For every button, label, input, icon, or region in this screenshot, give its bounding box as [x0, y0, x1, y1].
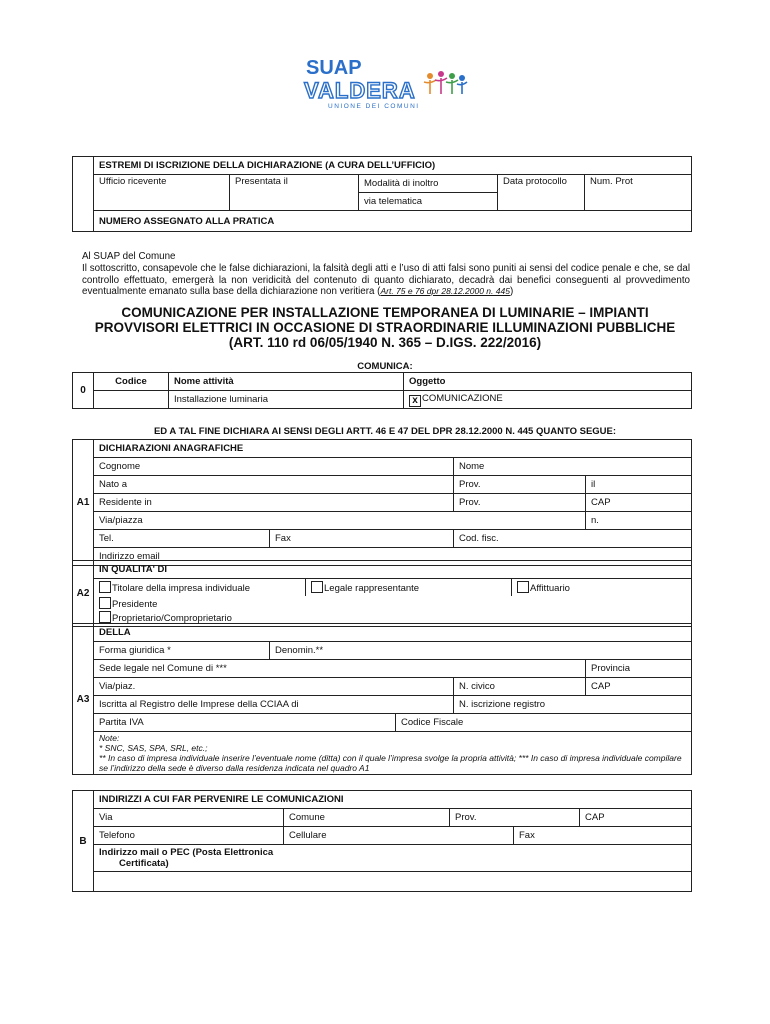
proprietario-label: Proprietario/Comproprietario — [112, 613, 232, 624]
comunica-index: 0 — [73, 373, 94, 409]
col-oggetto-header: Oggetto — [404, 373, 692, 391]
codice-fiscale-field[interactable]: Codice Fiscale — [396, 714, 692, 732]
note-label: Note: — [99, 733, 120, 743]
provincia-field[interactable]: Provincia — [586, 660, 692, 678]
comunica-label: COMUNICA: — [357, 361, 413, 372]
fax-b-field[interactable]: Fax — [514, 827, 692, 845]
intro-close: ) — [509, 286, 514, 297]
civico-a3-field[interactable]: N. civico — [454, 678, 586, 696]
b-heading: INDIRIZZI A CUI FAR PERVENIRE LE COMUNICAZIONI — [94, 791, 692, 809]
pec-label-1: Indirizzo mail o PEC (Posta Elettronica — [99, 847, 274, 858]
section-a2-table — [72, 560, 692, 627]
legale-label: Legale rappresentante — [324, 583, 420, 594]
denominazione-field[interactable]: Denomin.** — [270, 642, 692, 660]
via-b-field[interactable]: Via — [94, 809, 284, 827]
a2-heading: IN QUALITA' DI — [94, 561, 692, 579]
cap-field[interactable]: CAP — [586, 494, 692, 512]
cap-a3-field[interactable]: CAP — [586, 678, 692, 696]
affittuario-label: Affittuario — [530, 583, 570, 594]
col-nome-header: Nome attività — [169, 373, 404, 391]
telefono-field[interactable]: Telefono — [94, 827, 284, 845]
cellulare-field[interactable]: Cellulare — [284, 827, 514, 845]
section-a3-table — [72, 623, 692, 775]
forma-giuridica-field[interactable]: Forma giuridica * — [94, 642, 270, 660]
note-1: * SNC, SAS, SPA, SRL, etc.; — [99, 743, 208, 753]
a3-notes — [94, 732, 692, 775]
page-title-line3: (ART. 110 rd 06/05/1940 N. 365 – D.IGS. 222/2016) — [228, 335, 542, 350]
pec-field[interactable] — [94, 845, 692, 872]
intro-ref: Art. 75 e 76 dpr 28.12.2000 n. 445 — [380, 286, 510, 296]
nome-field[interactable]: Nome — [454, 458, 692, 476]
oggetto-cell — [404, 391, 692, 409]
prov-b-field[interactable]: Prov. — [450, 809, 580, 827]
b-side-label: B — [73, 791, 94, 892]
opt-presidente-block — [94, 596, 692, 627]
email-field[interactable]: Indirizzo email — [94, 548, 692, 566]
partita-iva-field[interactable]: Partita IVA — [94, 714, 396, 732]
logo-graphic — [300, 54, 470, 110]
nato-a-field[interactable]: Nato a — [94, 476, 454, 494]
registro-imprese-field[interactable]: Iscritta al Registro delle Imprese della CCIAA di — [94, 696, 454, 714]
titolare-checkbox[interactable] — [99, 581, 111, 593]
affittuario-checkbox[interactable] — [517, 581, 529, 593]
modalita-inoltro-label: Modalità di inoltro — [359, 175, 498, 193]
section-a1-table — [72, 439, 692, 566]
legale-checkbox[interactable] — [311, 581, 323, 593]
logo-sub-text: UNIONE DEI COMUNI — [328, 103, 420, 110]
a1-side-label: A1 — [73, 440, 94, 566]
a3-heading: DELLA — [94, 624, 692, 642]
oggetto-value: COMUNICAZIONE — [422, 392, 503, 404]
comunica-table — [72, 372, 692, 409]
nome-attivita-cell: Installazione luminaria — [169, 391, 404, 409]
presentata-il-field[interactable]: Presentata il — [230, 175, 359, 211]
page-title-line2: PROVVISORI ELETTRICI IN OCCASIONE DI STRAORDINARIE ILLUMINAZIONI PUBBLICHE — [94, 320, 676, 335]
numero-pratica-field[interactable]: NUMERO ASSEGNATO ALLA PRATICA — [94, 211, 692, 232]
col-codice-header: Codice — [94, 373, 169, 391]
opt-titolare[interactable] — [94, 579, 306, 597]
presidente-label: Presidente — [112, 599, 158, 610]
logo-top-text: SUAP — [306, 57, 362, 79]
pec-value-field[interactable] — [94, 872, 692, 892]
presidente-checkbox[interactable] — [99, 597, 111, 609]
intro-paragraph — [82, 263, 690, 298]
a1-heading: DICHIARAZIONI ANAGRAFICHE — [94, 440, 692, 458]
ufficio-ricevente-field[interactable]: Ufficio ricevente — [94, 175, 230, 211]
sede-legale-field[interactable]: Sede legale nel Comune di *** — [94, 660, 586, 678]
office-side-cell — [73, 157, 94, 232]
opt-legale[interactable] — [306, 579, 512, 597]
section-b-table — [72, 790, 692, 892]
proprietario-checkbox[interactable] — [99, 611, 111, 623]
data-nascita-field[interactable]: il — [586, 476, 692, 494]
via-piazza-field[interactable]: Via/piazza — [94, 512, 586, 530]
prov-residenza-field[interactable]: Prov. — [454, 494, 586, 512]
cap-b-field[interactable]: CAP — [580, 809, 692, 827]
residente-field[interactable]: Residente in — [94, 494, 454, 512]
pec-label-2: Certificata) — [119, 858, 169, 869]
opt-presidente[interactable] — [99, 597, 686, 611]
prov-nascita-field[interactable]: Prov. — [454, 476, 586, 494]
suap-logo — [300, 54, 470, 110]
office-registration-table — [72, 156, 692, 232]
logo-main-text: VALDERA — [304, 78, 416, 103]
via-piaz-field[interactable]: Via/piaz. — [94, 678, 454, 696]
addressee-text: Al SUAP del Comune — [82, 251, 176, 262]
cod-fisc-field[interactable]: Cod. fisc. — [454, 530, 692, 548]
fax-field[interactable]: Fax — [270, 530, 454, 548]
comunicazione-checkbox[interactable]: x — [409, 395, 421, 407]
a2-side-label: A2 — [73, 561, 94, 627]
people-icon — [424, 71, 467, 94]
a3-side-label: A3 — [73, 624, 94, 775]
note-2: ** In caso di impresa individuale inserire l’eventuale nome (ditta) con il quale l’impresa svolge la propria attività; *** In caso di impresa individuale compilare se l’indirizzo della sede è diverso dalla residenza indicata nel quadro A1 — [99, 753, 682, 773]
intro-body: Il sottoscritto, consapevole che le false dichiarazioni, la falsità degli atti e l’uso di atti falsi sono puniti ai sensi del codice penale e che, se dal controllo effettuato, emergerà la non veridicità del contenuto di quanto dichiarato, decadrà dai benefici conseguenti al provvedimento eventualmente emanato sulla base della dichiarazione non veritiera ( — [82, 263, 690, 297]
office-heading: ESTREMI DI ISCRIZIONE DELLA DICHIARAZIONE (A CURA DELL’UFFICIO) — [94, 157, 692, 175]
comune-b-field[interactable]: Comune — [284, 809, 450, 827]
civico-field[interactable]: n. — [586, 512, 692, 530]
num-prot-field[interactable]: Num. Prot — [585, 175, 692, 211]
cognome-field[interactable]: Cognome — [94, 458, 454, 476]
codice-cell[interactable] — [94, 391, 169, 409]
n-iscrizione-field[interactable]: N. iscrizione registro — [454, 696, 692, 714]
tel-field[interactable]: Tel. — [94, 530, 270, 548]
declare-heading: ED A TAL FINE DICHIARA AI SENSI DEGLI ARTT. 46 E 47 DEL DPR 28.12.2000 N. 445 QUANTO SEGUE: — [153, 426, 617, 437]
page-title-line1: COMUNICAZIONE PER INSTALLAZIONE TEMPORANEA DI LUMINARIE – IMPIANTI — [121, 305, 649, 320]
data-protocollo-field[interactable]: Data protocollo — [498, 175, 585, 211]
opt-affittuario[interactable] — [512, 579, 692, 597]
modalita-inoltro-value: via telematica — [359, 193, 498, 211]
titolare-label: Titolare della impresa individuale — [112, 583, 250, 594]
